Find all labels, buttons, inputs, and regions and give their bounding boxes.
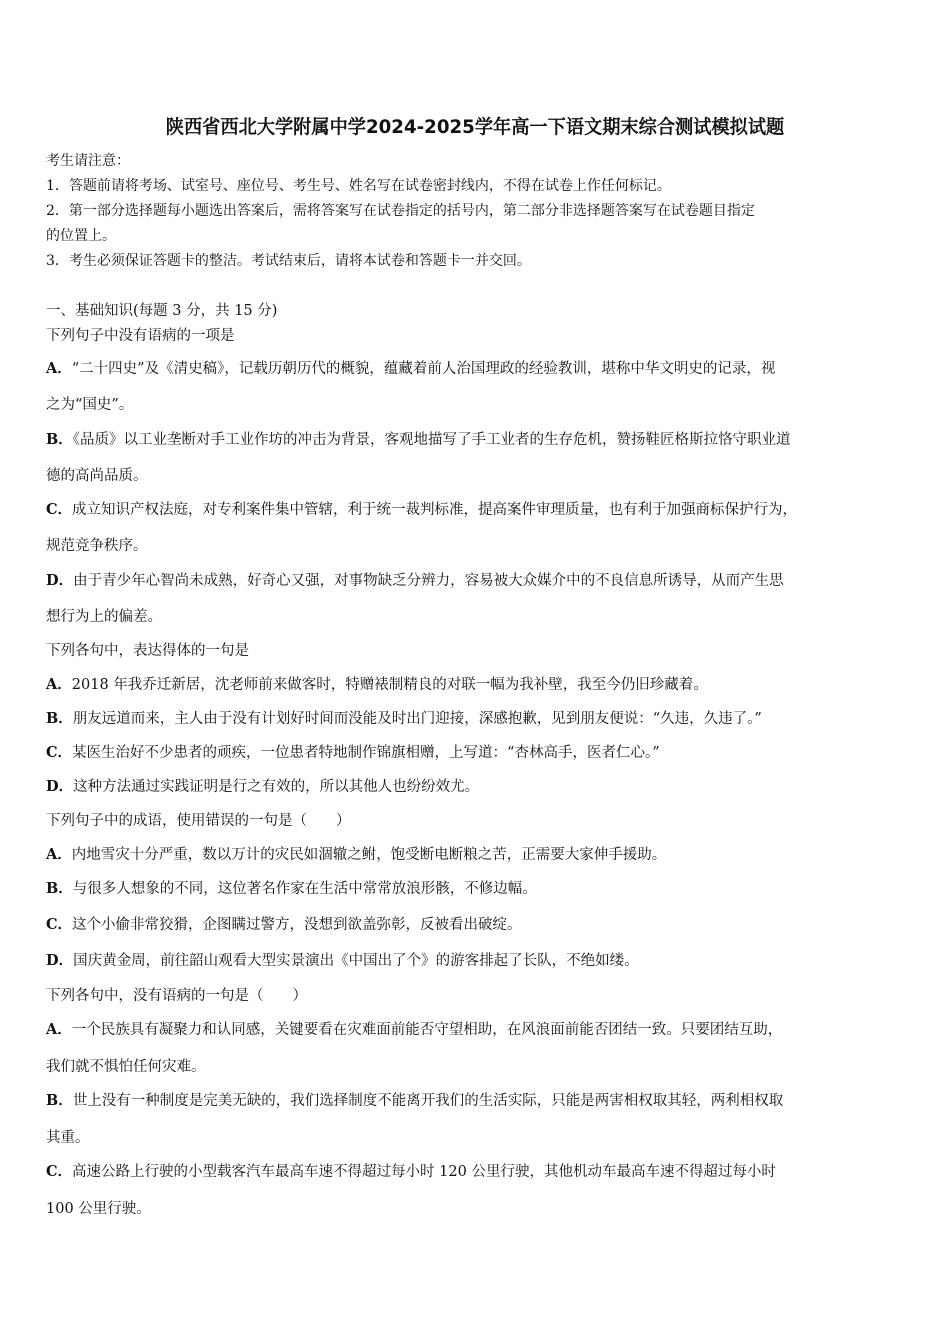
notice-item: 的位置上。: [46, 228, 116, 244]
option-text: “二十四史”及《清史稿》，记载历朝历代的概貌，蕴藏着前人治国理政的经验教训，堪称中华文明史的记录，视: [71, 361, 776, 377]
option-c[interactable]: [46, 915, 522, 935]
option-d[interactable]: [46, 951, 639, 971]
notice-item: 2．第一部分选择题每小题选出答案后，需将答案写在试卷指定的括号内，第二部分非选择题答案写在试卷题目指定: [46, 203, 755, 219]
option-text: 朋友远道而来，主人由于没有计划好时间而没能及时出门迎接，深感抱歉，见到朋友便说：“久违，久违了。”: [72, 711, 762, 727]
option-label: B．: [46, 880, 73, 897]
option-text: 国庆黄金周，前往韶山观看大型实景演出《中国出了个》的游客排起了长队，不绝如缕。: [73, 953, 639, 969]
option-text-continued: 我们就不惧怕任何灾难。: [46, 1059, 206, 1075]
option-label: A．: [46, 676, 72, 693]
option-c[interactable]: [46, 1162, 776, 1182]
option-text: 内地雪灾十分严重，数以万计的灾民如涸辙之鲋，饱受断电断粮之苦，正需要大家伸手援助。: [71, 847, 667, 863]
option-text-continued: 想行为上的偏差。: [46, 609, 162, 625]
page-title: 陕西省西北大学附属中学2024-2025学年高一下语文期末综合测试模拟试题: [165, 116, 785, 138]
option-c[interactable]: [46, 500, 797, 520]
option-label: B．: [46, 431, 73, 448]
option-label: C．: [46, 744, 73, 761]
option-label: A．: [46, 360, 72, 377]
option-text: 世上没有一种制度是完美无缺的，我们选择制度不能离开我们的生活实际，只能是两害相权取其轻，两利相权取: [72, 1093, 784, 1109]
question-stem: 下列各句中，没有语病的一句是（ ）: [46, 988, 307, 1004]
option-text-continued: 100 公里行驶。: [46, 1201, 151, 1217]
option-b[interactable]: [46, 1091, 783, 1111]
option-text-continued: 其重。: [46, 1130, 90, 1146]
option-label: D．: [46, 778, 74, 795]
option-text: 2018 年我乔迁新居，沈老师前来做客时，特赠裱制精良的对联一幅为我补壁，我至今仍旧珍藏着。: [71, 677, 708, 693]
notice-item: 1．答题前请将考场、试室号、座位号、考生号、姓名写在试卷密封线内，不得在试卷上作任何标记。: [46, 178, 671, 194]
option-a[interactable]: [46, 675, 708, 695]
option-d[interactable]: [46, 777, 479, 797]
option-text: 某医生治好不少患者的顽疾，一位患者特地制作锦旗相赠，上写道：“杏林高手，医者仁心。”: [72, 745, 660, 761]
option-label: A．: [46, 1021, 72, 1038]
option-text: 高速公路上行驶的小型载客汽车最高车速不得超过每小时 120 公里行驶，其他机动车最高车速不得超过每小时: [72, 1164, 776, 1180]
option-label: C．: [46, 1163, 73, 1180]
option-text: 一个民族具有凝聚力和认同感，关键要看在灾难面前能否守望相助，在风浪面前能否团结一致。只要团结互助，: [71, 1022, 783, 1038]
option-a[interactable]: [46, 1020, 782, 1040]
option-b[interactable]: [46, 709, 762, 729]
question-stem: 下列句子中的成语，使用错误的一句是（ ）: [46, 813, 351, 829]
option-label: D．: [46, 572, 74, 589]
notice-item: 3．考生必须保证答题卡的整洁。考试结束后，请将本试卷和答题卡一并交回。: [46, 253, 531, 269]
option-d[interactable]: [46, 571, 784, 591]
option-label: B．: [46, 710, 73, 727]
question-stem: 下列句子中没有语病的一项是: [46, 328, 235, 344]
option-b[interactable]: [46, 879, 537, 899]
option-text: 《品质》以工业垄断对手工业作坊的冲击为背景，客观地描写了手工业者的生存危机，赞扬鞋匠格斯拉恪守职业道: [72, 432, 791, 448]
option-label: A．: [46, 846, 72, 863]
option-label: D．: [46, 952, 74, 969]
notice-heading: 考生请注意：: [46, 153, 130, 169]
option-label: B．: [46, 1092, 73, 1109]
option-label: C．: [46, 916, 73, 933]
question-stem: 下列各句中，表达得体的一句是: [46, 643, 249, 659]
option-text-continued: 之为“国史”。: [46, 397, 134, 413]
option-label: C．: [46, 501, 73, 518]
option-text: 由于青少年心智尚未成熟，好奇心又强，对事物缺乏分辨力，容易被大众媒介中的不良信息所诱导，从而产生思: [73, 573, 784, 589]
option-text: 这个小偷非常狡猾，企图瞒过警方，没想到欲盖弥彰，反被看出破绽。: [72, 917, 522, 933]
option-a[interactable]: [46, 845, 666, 865]
option-text: 这种方法通过实践证明是行之有效的，所以其他人也纷纷效尤。: [73, 779, 480, 795]
option-c[interactable]: [46, 743, 660, 763]
option-text: 成立知识产权法庭，对专利案件集中管辖，利于统一裁判标准，提高案件审理质量，也有利于加强商标保护行为，: [72, 502, 798, 518]
option-text-continued: 规范竞争秩序。: [46, 538, 148, 554]
option-text: 与很多人想象的不同，这位著名作家在生活中常常放浪形骸，不修边幅。: [72, 881, 537, 897]
option-text-continued: 德的高尚品质。: [46, 468, 148, 484]
option-b[interactable]: [46, 430, 791, 450]
section-heading: 一、基础知识(每题 3 分，共 15 分): [46, 303, 278, 319]
option-a[interactable]: [46, 359, 775, 379]
